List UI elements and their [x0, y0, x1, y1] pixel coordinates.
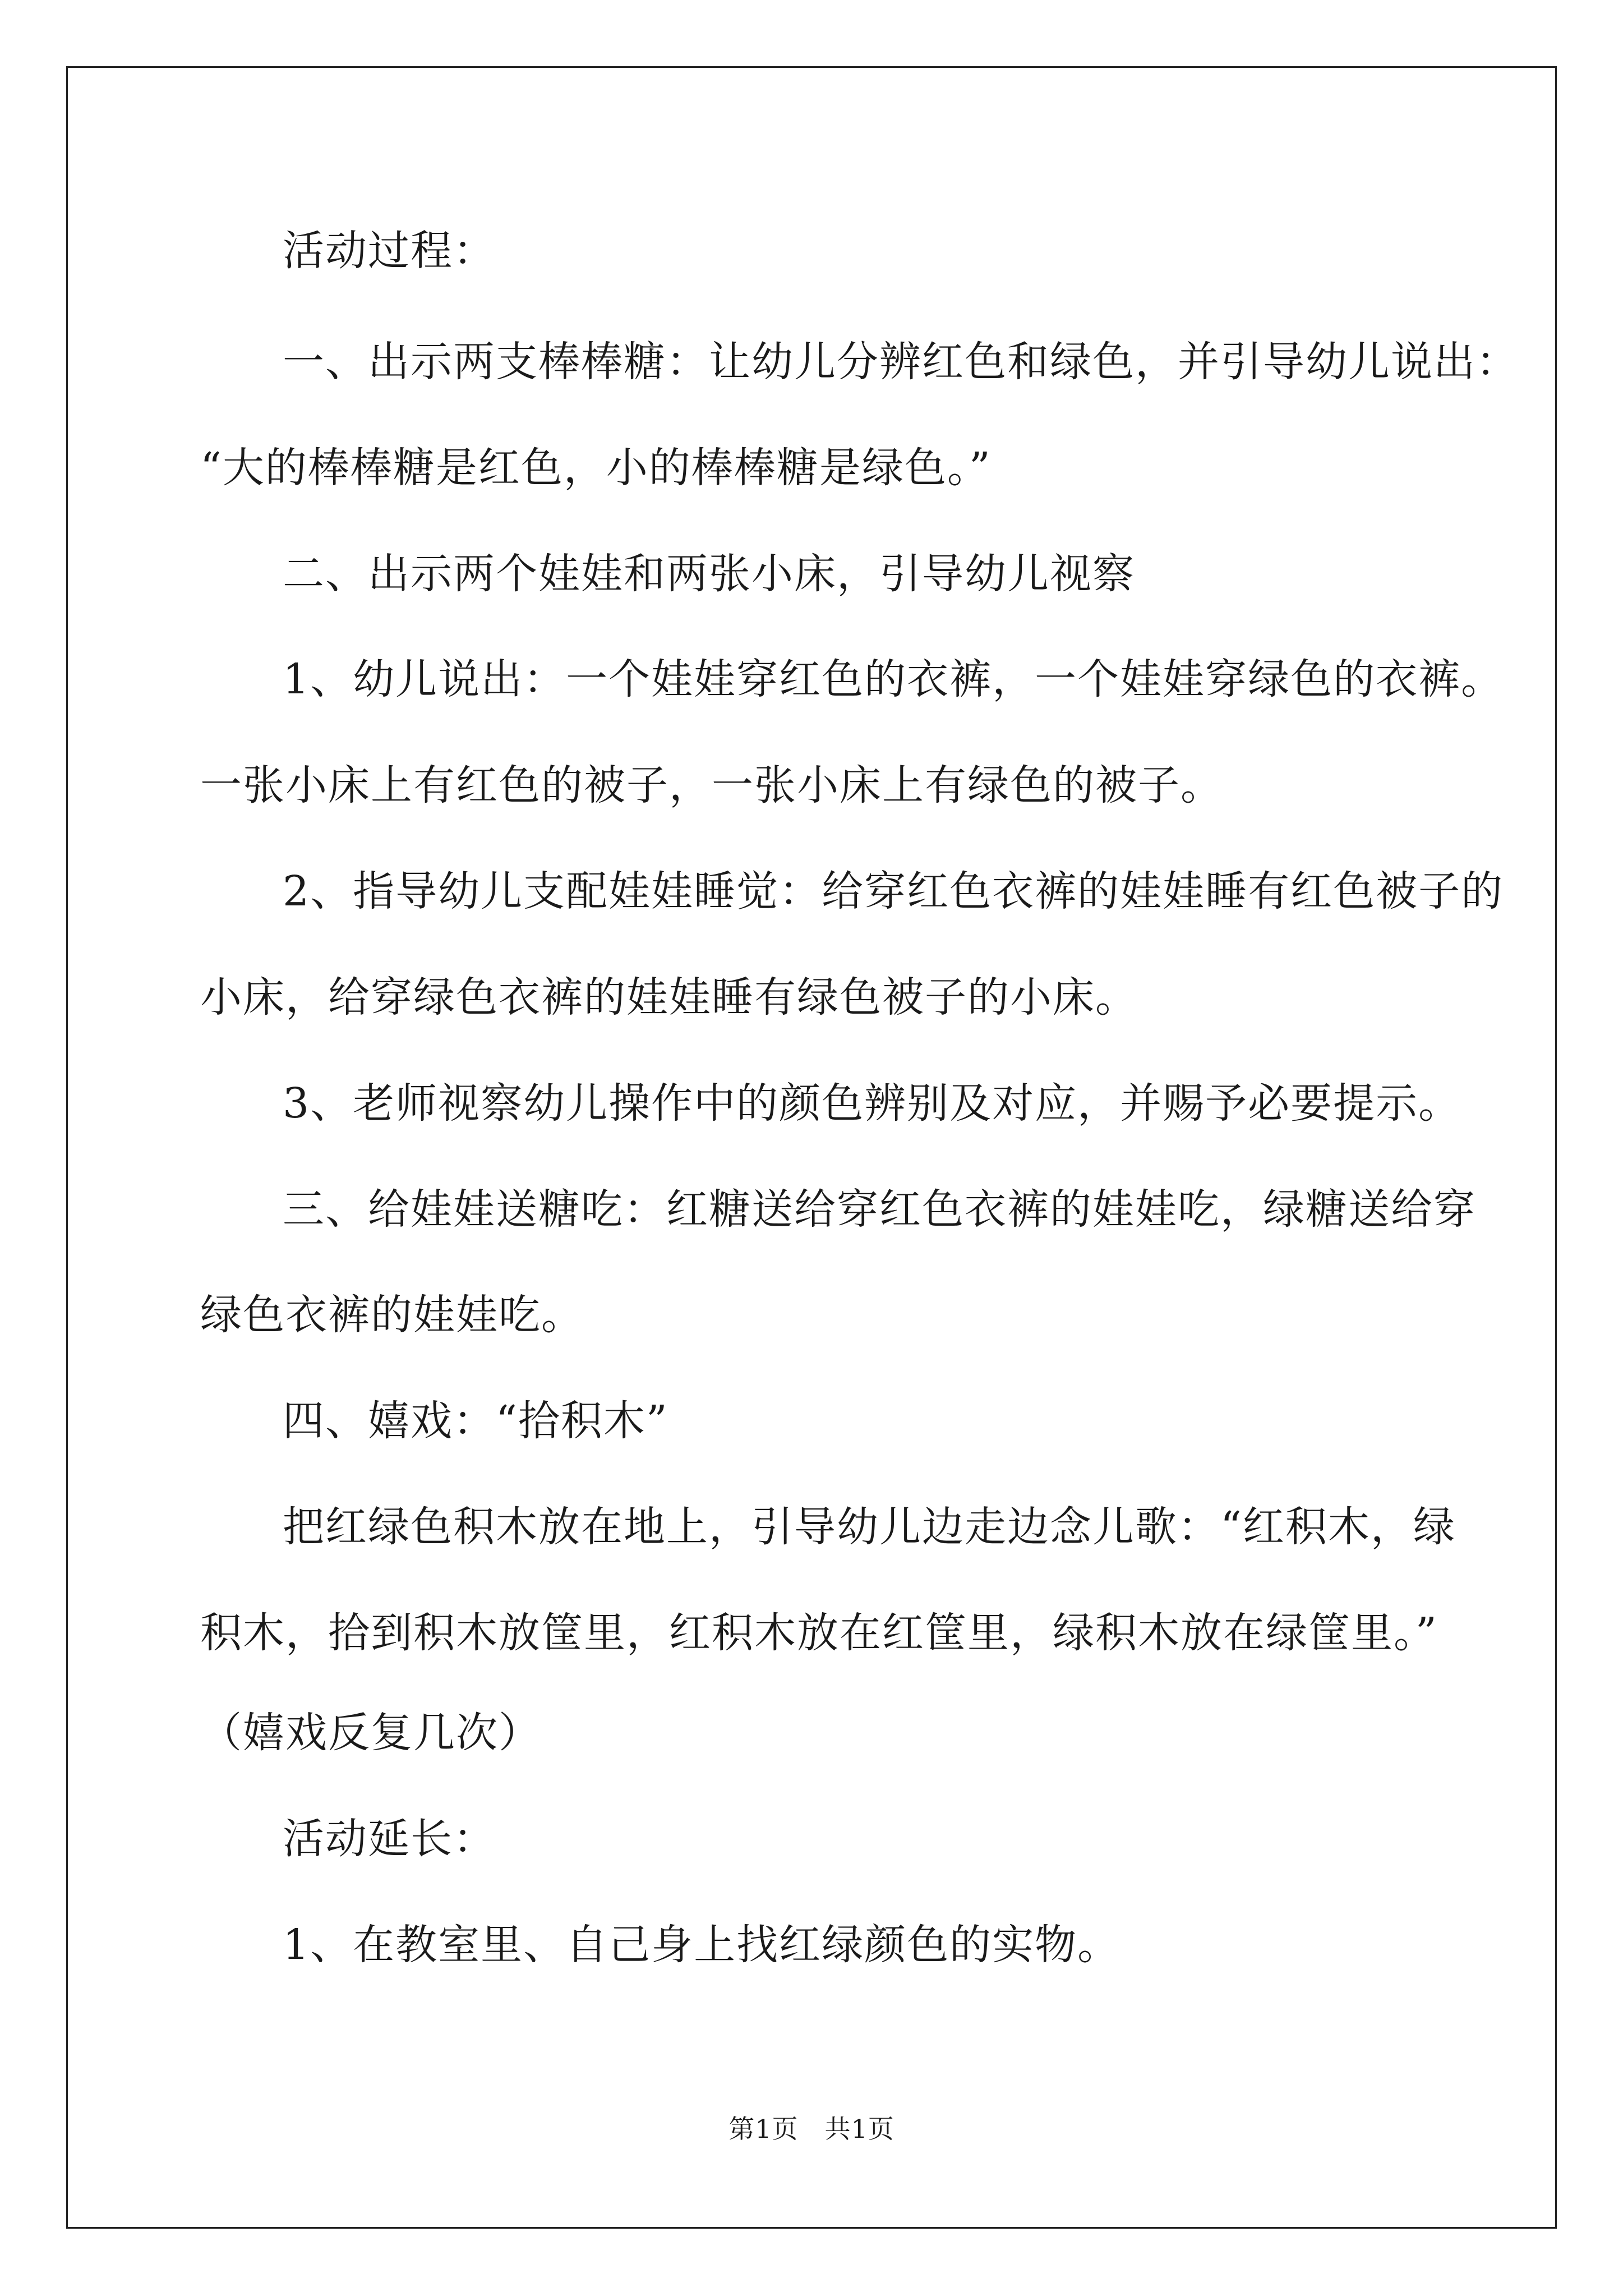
paragraph-line: 活动过程： [283, 227, 496, 275]
paragraph-line: 3、老师视察幼儿操作中的颜色辨别及对应，并赐予必要提示。 [283, 1079, 1461, 1128]
paragraph-line: 小床，给穿绿色衣裤的娃娃睡有绿色被子的小床。 [200, 973, 1138, 1022]
paragraph-line: 四、嬉戏：“拾积木” [283, 1397, 668, 1445]
paragraph-line: 一张小床上有红色的被子，一张小床上有绿色的被子。 [200, 761, 1223, 809]
paragraph-line: 三、给娃娃送糖吃：红糖送给穿红色衣裤的娃娃吃，绿糖送给穿 [283, 1185, 1476, 1234]
paragraph-line: 2、指导幼儿支配娃娃睡觉：给穿红色衣裤的娃娃睡有红色被子的 [283, 867, 1504, 915]
page-number: 第1页 共1页 [728, 2114, 895, 2144]
paragraph-line: 一、出示两支棒棒糖：让幼儿分辨红色和绿色，并引导幼儿说出： [283, 338, 1519, 386]
page-border [66, 66, 1557, 2229]
paragraph-line: 二、出示两个娃娃和两张小床，引导幼儿视察 [283, 550, 1135, 598]
paragraph-line: 把红绿色积木放在地上，引导幼儿边走边念儿歌：“红积木，绿 [283, 1503, 1456, 1551]
paragraph-line: “大的棒棒糖是红色，小的棒棒糖是绿色。” [200, 444, 992, 492]
paragraph-line: 积木，拾到积木放筐里，红积木放在红筐里，绿积木放在绿筐里。” [200, 1609, 1438, 1657]
paragraph-line: （嬉戏反复几次） [200, 1709, 541, 1757]
paragraph-line: 绿色衣裤的娃娃吃。 [200, 1291, 584, 1339]
paragraph-line: 1、幼儿说出：一个娃娃穿红色的衣裤，一个娃娃穿绿色的衣裤。 [283, 655, 1504, 703]
paragraph-line: 活动延长： [283, 1815, 496, 1863]
paragraph-line: 1、在教室里、自己身上找红绿颜色的实物。 [283, 1921, 1121, 1969]
